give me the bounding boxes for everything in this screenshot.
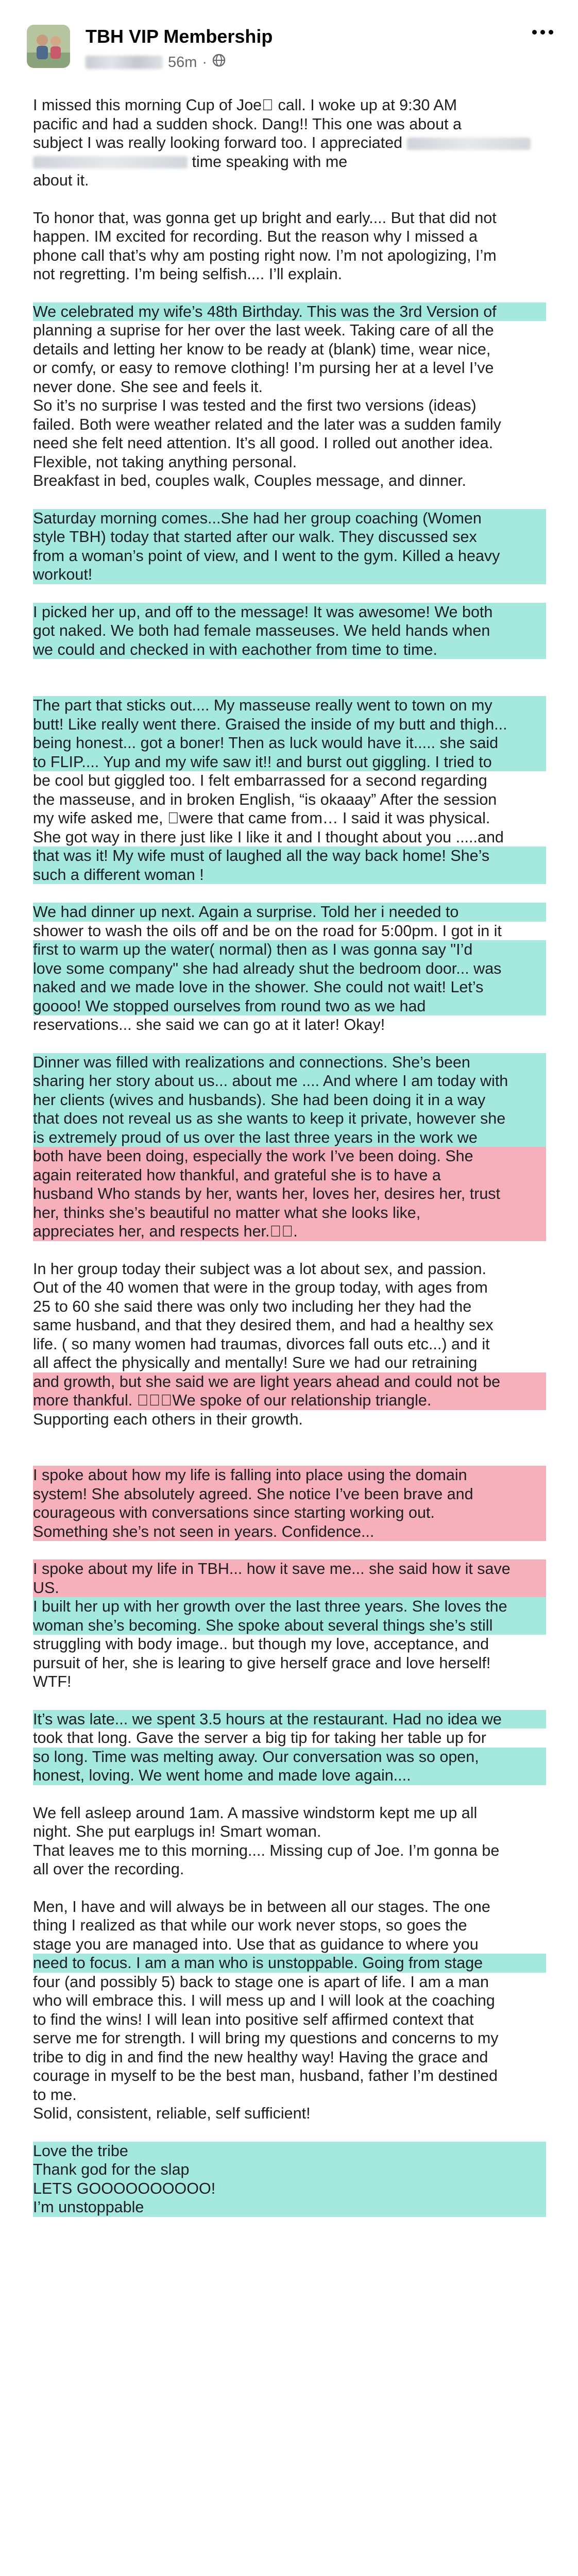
- text-line: failed. Both were weather related and the later was a sudden family: [33, 415, 501, 433]
- text-line: got naked. We both had female masseuses. We held hands when: [33, 621, 546, 640]
- text-line: the masseuse, and in broken English, “is okaaay” After the session: [33, 790, 497, 808]
- post-body: [33, 96, 546, 2217]
- text-line: The part that sticks out.... My masseuse really went to town on my: [33, 696, 546, 715]
- text-line: need she felt need attention. It’s all good. I rolled out another idea.: [33, 434, 494, 452]
- text-line: from a woman’s point of view, and I went to the gym. Killed a heavy: [33, 547, 546, 566]
- text-line: time speaking with me: [192, 152, 348, 171]
- text-line: Something she’s not seen in years. Confidence...: [33, 1522, 546, 1541]
- text-line: appreciates her, and respects her.  .: [33, 1222, 546, 1241]
- text-line: who will embrace this. I will mess up and I will look at the coaching: [33, 1992, 495, 2009]
- text-line: being honest... got a boner! Then as luck would have it..... she said: [33, 734, 546, 753]
- more-dots-icon: [532, 30, 537, 35]
- text-line: love some company" she had already shut the bedroom door... was: [33, 959, 546, 978]
- text-line: or comfy, or easy to remove clothing! I’m pursing her at a level I’ve: [33, 359, 494, 377]
- text-line: It’s was late... we spent 3.5 hours at the restaurant. Had no idea we: [33, 1710, 546, 1729]
- text-line: Flexible, not taking anything personal.: [33, 453, 297, 471]
- text-line: I missed this morning Cup of Joe  call. I woke up at 9:30 AM: [33, 96, 457, 114]
- text-line: phone call that’s why am posting right now. I’m not apologizing, I’m: [33, 246, 497, 264]
- text-line: both have been doing, especially the work I’ve been doing. She: [33, 1147, 546, 1166]
- text-line: never done. She see and feels it.: [33, 378, 263, 396]
- text-line: her clients (wives and husbands). She had been doing it in a way: [33, 1091, 546, 1110]
- text-line: She got way in there just like I like it and I thought about you .....and: [33, 828, 504, 846]
- text-line: husband Who stands by her, wants her, loves her, desires her, trust: [33, 1184, 546, 1204]
- paragraph-4: [33, 396, 546, 490]
- text-line: sharing her story about us... about me .... And where I am today with: [33, 1072, 546, 1091]
- text-line: In her group today their subject was a lot about sex, and passion.: [33, 1260, 486, 1278]
- paragraph-7: [33, 696, 546, 884]
- text-line: shower to wash the oils off and be on the road for 5:00pm. I got in it: [33, 922, 502, 940]
- paragraph-3: [33, 302, 546, 397]
- text-line: more thankful.    We spoke of our relationship triangle.: [33, 1391, 546, 1410]
- text-line: about it.: [33, 172, 89, 189]
- text-line: happen. IM excited for recording. But the reason why I missed a: [33, 228, 478, 245]
- text-line: we could and checked in with eachother from time to time.: [33, 640, 546, 659]
- text-line: struggling with body image.. but though my love, acceptance, and: [33, 1635, 489, 1653]
- post-header: [0, 0, 578, 88]
- text-line: to me.: [33, 2086, 77, 2104]
- text-line: to FLIP.... Yup and my wife saw it!! and burst out giggling. I tried to: [33, 753, 546, 772]
- text-line: thing I realized as that while our work never stops, so goes the: [33, 1917, 467, 1934]
- text-line: Saturday morning comes...She had her group coaching (Women: [33, 509, 546, 528]
- text-line: WTF!: [33, 1673, 72, 1690]
- text-line: I picked her up, and off to the message! It was awesome! We both: [33, 603, 546, 622]
- text-line: tribe to dig in and find the new healthy way! Having the grace and: [33, 2048, 488, 2066]
- text-line: same husband, and that they desired them, and had a healthy sex: [33, 1316, 494, 1334]
- paragraph-12: [33, 1560, 546, 1691]
- text-line: workout!: [33, 565, 546, 584]
- text-line: subject I was really looking forward too. I appreciated: [33, 134, 403, 151]
- more-options-button[interactable]: [532, 30, 553, 35]
- text-line: woman she’s becoming. She spoke about several things she’s still: [33, 1616, 546, 1635]
- paragraph-14: [33, 1804, 546, 1879]
- redacted-name: [407, 138, 531, 150]
- text-line: her, thinks she’s beautiful no matter what she looks like,: [33, 1204, 546, 1223]
- text-line: Out of the 40 women that were in the group today, with ages from: [33, 1279, 488, 1296]
- text-line: Love the tribe: [33, 2142, 546, 2161]
- text-line: honest, loving. We went home and made love again....: [33, 1766, 546, 1785]
- text-line: To honor that, was gonna get up bright and early.... But that did not: [33, 209, 497, 227]
- text-line: that was it! My wife must of laughed all the way back home! She’s: [33, 846, 546, 866]
- paragraph-10: [33, 1260, 546, 1429]
- text-line: be cool but giggled too. I felt embarrassed for a second regarding: [33, 772, 487, 789]
- paragraph-9: [33, 1053, 546, 1241]
- text-line: style TBH) today that started after our walk. They discussed sex: [33, 528, 546, 547]
- group-avatar[interactable]: [27, 25, 70, 68]
- text-line: again reiterated how thankful, and grateful she is to have a: [33, 1166, 546, 1185]
- text-line: need to focus. I am a man who is unstoppable. Going from stage: [33, 1954, 546, 1973]
- text-line: Solid, consistent, reliable, self sufficient!: [33, 2105, 311, 2122]
- timestamp[interactable]: 56m: [168, 54, 197, 71]
- text-line: Breakfast in bed, couples walk, Couples message, and dinner.: [33, 472, 466, 489]
- text-line: planning a suprise for her over the last week. Taking care of all the: [33, 321, 494, 339]
- text-line: and growth, but she said we are light years ahead and could not be: [33, 1372, 546, 1392]
- text-line: first to warm up the water( normal) then as I was gonna say "I’d: [33, 940, 546, 959]
- text-line: We fell asleep around 1am. A massive windstorm kept me up all: [33, 1804, 478, 1822]
- text-line: serve me for strength. I will bring my questions and concerns to my: [33, 2029, 499, 2047]
- text-line: system! She absolutely agreed. She notice I’ve been brave and: [33, 1485, 546, 1504]
- text-line: butt! Like really went there. Graised the inside of my butt and thigh...: [33, 715, 546, 734]
- paragraph-1: [33, 96, 546, 190]
- text-line: such a different woman !: [33, 866, 546, 885]
- post-meta: [86, 54, 226, 71]
- text-line: so long. Time was melting away. Our conversation was so open,: [33, 1748, 546, 1767]
- text-line: Men, I have and will always be in between all our stages. The one: [33, 1897, 490, 1916]
- text-line: courageous with conversations since starting working out.: [33, 1503, 546, 1522]
- text-line: I spoke about how my life is falling into place using the domain: [33, 1466, 546, 1485]
- text-line: Thank god for the slap: [33, 2160, 546, 2179]
- text-line: Dinner was filled with realizations and connections. She’s been: [33, 1053, 546, 1072]
- text-line: courage in myself to be the best man, husband, father I’m destined: [33, 2067, 498, 2084]
- globe-icon: [212, 54, 226, 71]
- text-line: We had dinner up next. Again a surprise. Told her i needed to: [33, 903, 546, 922]
- text-line: naked and we made love in the shower. She could not wait! Let’s: [33, 978, 546, 997]
- separator-dot: ·: [202, 54, 208, 71]
- paragraph-13: [33, 1710, 546, 1785]
- text-line: Supporting each others in their growth.: [33, 1410, 303, 1428]
- text-line: We celebrated my wife’s 48th Birthday. This was the 3rd Version of: [33, 302, 546, 321]
- text-line: That leaves me to this morning.... Missing cup of Joe. I’m gonna be: [33, 1841, 500, 1859]
- paragraph-15: [33, 1897, 546, 2123]
- text-line: pacific and had a sudden shock. Dang!! This one was about a: [33, 115, 462, 133]
- paragraph-16: [33, 2142, 546, 2217]
- paragraph-2: [33, 209, 546, 284]
- text-line: reservations... she said we can go at it later! Okay!: [33, 1016, 385, 1033]
- text-line: not regretting. I’m being selfish.... I’ll explain.: [33, 265, 343, 283]
- paragraph-5: [33, 509, 546, 584]
- text-line: took that long. Gave the server a big tip for taking her table up for: [33, 1729, 486, 1747]
- text-line: that does not reveal us as she wants to keep it private, however she: [33, 1109, 546, 1128]
- text-line: four (and possibly 5) back to stage one is apart of life. I am a man: [33, 1973, 489, 1991]
- text-line: 25 to 60 she said there was only two including her they had the: [33, 1297, 472, 1315]
- text-line: all over the recording.: [33, 1860, 184, 1878]
- group-name[interactable]: TBH VIP Membership: [86, 26, 273, 47]
- text-line: So it’s no surprise I was tested and the first two versions (ideas): [33, 397, 477, 414]
- paragraph-8: [33, 903, 546, 1035]
- text-line: pursuit of her, she is learing to give herself grace and love herself!: [33, 1654, 491, 1672]
- text-line: goooo! We stopped ourselves from round two as we had: [33, 997, 546, 1016]
- paragraph-6: [33, 603, 546, 659]
- text-line: to find the wins! I will lean into positive self affirmed context that: [33, 2010, 474, 2028]
- text-line: all affect the physically and mentally! Sure we had our retraining: [33, 1354, 478, 1371]
- text-line: I’m unstoppable: [33, 2198, 546, 2217]
- redacted-name: [33, 156, 188, 168]
- author-name-redacted[interactable]: [86, 56, 163, 69]
- text-line: is extremely proud of us over the last three years in the work we: [33, 1128, 546, 1147]
- text-line: LETS GOOOOOOOOOO!: [33, 2179, 546, 2198]
- text-line: I spoke about my life in TBH... how it save me... she said how it save: [33, 1560, 546, 1579]
- paragraph-11: [33, 1466, 546, 1541]
- text-line: life. ( so many women had traumas, divorces fall outs etc...) and it: [33, 1335, 490, 1353]
- text-line: US.: [33, 1579, 546, 1598]
- text-line: details and letting her know to be ready at (blank) time, wear nice,: [33, 340, 491, 358]
- text-line: my wife asked me,  were that came from… I said it was physical.: [33, 809, 490, 827]
- text-line: stage you are managed into. Use that as guidance to where you: [33, 1935, 479, 1953]
- text-line: night. She put earplugs in! Smart woman.: [33, 1823, 321, 1840]
- text-line: I built her up with her growth over the last three years. She loves the: [33, 1597, 546, 1616]
